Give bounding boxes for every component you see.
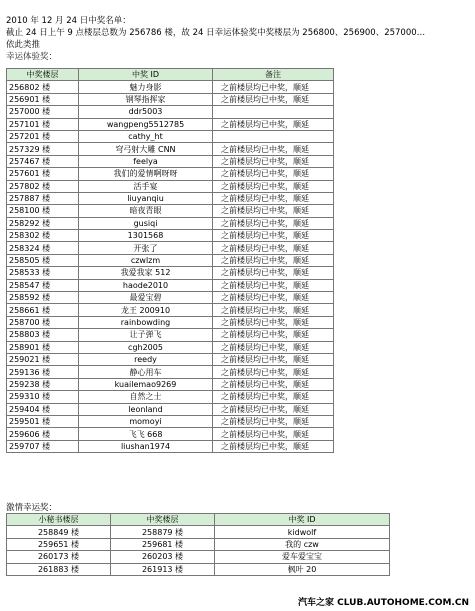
cell-winning-floor: 260203 楼 — [111, 551, 215, 563]
cell-floor: 259310 楼 — [7, 391, 79, 403]
cell-winning-floor: 259681 楼 — [111, 538, 215, 550]
cell-secretary-floor: 261883 楼 — [7, 563, 111, 575]
cell-floor: 259021 楼 — [7, 353, 79, 365]
table-row — [7, 353, 334, 365]
table-row — [7, 304, 334, 316]
cell-floor: 258324 楼 — [7, 242, 79, 254]
cell-floor: 259707 楼 — [7, 440, 79, 452]
table-row — [7, 106, 334, 118]
section-title-lucky-experience: 幸运体验奖： — [6, 52, 58, 62]
cell-floor: 258533 楼 — [7, 267, 79, 279]
cell-remark: 之前楼层均已中奖，顺延 — [213, 366, 334, 378]
table-row — [7, 180, 334, 192]
cell-winner-id: haode2010 — [79, 279, 213, 291]
cell-winner-id: leonland — [79, 403, 213, 415]
table-row — [7, 329, 334, 341]
cell-floor: 258302 楼 — [7, 230, 79, 242]
cell-winner-id: liushan1974 — [79, 440, 213, 452]
table-row — [7, 526, 390, 538]
cell-floor: 258505 楼 — [7, 254, 79, 266]
cell-remark: 之前楼层均已中奖，顺延 — [213, 242, 334, 254]
table-row — [7, 440, 334, 452]
cell-winner-id: ddr5003 — [79, 106, 213, 118]
cell-winner-id: 开张了 — [79, 242, 213, 254]
cell-winner-id: kidwolf — [215, 526, 390, 538]
cell-floor: 259404 楼 — [7, 403, 79, 415]
table-row — [7, 415, 334, 427]
table-row — [7, 130, 334, 142]
cell-remark: 之前楼层均已中奖，顺延 — [213, 168, 334, 180]
table-row — [7, 81, 334, 93]
cell-remark: 之前楼层均已中奖，顺延 — [213, 415, 334, 427]
cell-floor: 258700 楼 — [7, 316, 79, 328]
cell-floor: 257467 楼 — [7, 155, 79, 167]
table-row — [7, 168, 334, 180]
header-remark: 备注 — [213, 69, 334, 81]
table-row — [7, 316, 334, 328]
cell-winner-id: reedy — [79, 353, 213, 365]
cell-winner-id: 我们的爱情啊呀呀 — [79, 168, 213, 180]
cell-winner-id: kuailemao9269 — [79, 378, 213, 390]
cell-winner-id: 最爱宝碧 — [79, 292, 213, 304]
cell-remark: 之前楼层均已中奖，顺延 — [213, 341, 334, 353]
table-row — [7, 428, 334, 440]
cell-remark: 之前楼层均已中奖，顺延 — [213, 230, 334, 242]
announcement-date-line: 2010 年 12 月 24 日中奖名单： — [6, 16, 131, 26]
table-header-row — [7, 69, 334, 81]
cell-winner-id: 1301568 — [79, 230, 213, 242]
cell-winner-id: 静心用车 — [79, 366, 213, 378]
table-row — [7, 538, 390, 550]
cell-winner-id: feelya — [79, 155, 213, 167]
header-floor: 中奖楼层 — [7, 69, 79, 81]
cell-remark: 之前楼层均已中奖，顺延 — [213, 118, 334, 130]
cell-secretary-floor: 258849 楼 — [7, 526, 111, 538]
cell-winner-id: 龙王 200910 — [79, 304, 213, 316]
cell-remark — [213, 130, 334, 142]
table-row — [7, 205, 334, 217]
cell-remark — [213, 106, 334, 118]
cell-winner-id: gusiqi — [79, 217, 213, 229]
table-row — [7, 118, 334, 130]
cell-remark: 之前楼层均已中奖，顺延 — [213, 316, 334, 328]
cell-winner-id: 魅力身影 — [79, 81, 213, 93]
cell-remark: 之前楼层均已中奖，顺延 — [213, 329, 334, 341]
table-row — [7, 230, 334, 242]
table-row — [7, 192, 334, 204]
table-row — [7, 341, 334, 353]
cell-remark: 之前楼层均已中奖，顺延 — [213, 192, 334, 204]
table-row — [7, 143, 334, 155]
cell-floor: 258592 楼 — [7, 292, 79, 304]
header-winner-id: 中奖 ID — [79, 69, 213, 81]
cell-floor: 259136 楼 — [7, 366, 79, 378]
cell-remark: 之前楼层均已中奖，顺延 — [213, 292, 334, 304]
table-row — [7, 93, 334, 105]
cell-floor: 258292 楼 — [7, 217, 79, 229]
table-row — [7, 155, 334, 167]
table-row — [7, 378, 334, 390]
cell-winner-id: 自然之士 — [79, 391, 213, 403]
cell-remark: 之前楼层均已中奖，顺延 — [213, 440, 334, 452]
table-row — [7, 242, 334, 254]
announcement-rule-line: 截止 24 日上午 9 点楼层总数为 256786 楼，故 24 日幸运体验奖中奖楼层为 256800、256900、257000… — [6, 28, 426, 38]
cell-winner-id: cgh2005 — [79, 341, 213, 353]
cell-winner-id: wangpeng5512785 — [79, 118, 213, 130]
cell-floor: 257887 楼 — [7, 192, 79, 204]
header-winning-floor: 中奖楼层 — [111, 514, 215, 526]
cell-winner-id: momoyi — [79, 415, 213, 427]
table-header-row — [7, 514, 390, 526]
cell-remark: 之前楼层均已中奖，顺延 — [213, 391, 334, 403]
cell-winner-id: cathy_ht — [79, 130, 213, 142]
section-title-passion-lucky: 激情幸运奖： — [6, 503, 58, 513]
cell-floor: 257000 楼 — [7, 106, 79, 118]
cell-winning-floor: 258879 楼 — [111, 526, 215, 538]
header-winner-id: 中奖 ID — [215, 514, 390, 526]
table-row — [7, 254, 334, 266]
cell-floor: 258901 楼 — [7, 341, 79, 353]
cell-secretary-floor: 260173 楼 — [7, 551, 111, 563]
header-secretary-floor: 小秘书楼层 — [7, 514, 111, 526]
cell-winner-id: 暗夜青眼 — [79, 205, 213, 217]
cell-remark: 之前楼层均已中奖，顺延 — [213, 378, 334, 390]
cell-floor: 258661 楼 — [7, 304, 79, 316]
cell-remark: 之前楼层均已中奖，顺延 — [213, 205, 334, 217]
cell-floor: 257802 楼 — [7, 180, 79, 192]
cell-remark: 之前楼层均已中奖，顺延 — [213, 180, 334, 192]
table-row — [7, 391, 334, 403]
cell-remark: 之前楼层均已中奖，顺延 — [213, 353, 334, 365]
table-row — [7, 217, 334, 229]
cell-winner-id: 爱车爱宝宝 — [215, 551, 390, 563]
table-row — [7, 279, 334, 291]
cell-winner-id: 钢琴指挥家 — [79, 93, 213, 105]
table-row — [7, 267, 334, 279]
cell-winner-id: rainbowding — [79, 316, 213, 328]
table-row — [7, 563, 390, 575]
cell-floor: 259501 楼 — [7, 415, 79, 427]
cell-winner-id: 我的 czw — [215, 538, 390, 550]
cell-remark: 之前楼层均已中奖，顺延 — [213, 403, 334, 415]
cell-floor: 258100 楼 — [7, 205, 79, 217]
cell-floor: 256802 楼 — [7, 81, 79, 93]
cell-remark: 之前楼层均已中奖，顺延 — [213, 279, 334, 291]
lucky-experience-winners-table — [6, 68, 334, 453]
cell-floor: 259606 楼 — [7, 428, 79, 440]
cell-winning-floor: 261913 楼 — [111, 563, 215, 575]
cell-floor: 256901 楼 — [7, 93, 79, 105]
cell-remark: 之前楼层均已中奖，顺延 — [213, 428, 334, 440]
cell-floor: 258547 楼 — [7, 279, 79, 291]
cell-winner-id: 飞飞 668 — [79, 428, 213, 440]
cell-remark: 之前楼层均已中奖，顺延 — [213, 93, 334, 105]
watermark-footer: 汽车之家 CLUB.AUTOHOME.COM.CN — [297, 598, 469, 608]
announcement-continue-line: 依此类推 — [6, 40, 41, 50]
cell-secretary-floor: 259651 楼 — [7, 538, 111, 550]
cell-floor: 259238 楼 — [7, 378, 79, 390]
table-row — [7, 292, 334, 304]
intro-text — [6, 15, 425, 63]
cell-winner-id: 活手宴 — [79, 180, 213, 192]
cell-winner-id: 让子弹飞 — [79, 329, 213, 341]
table-row — [7, 366, 334, 378]
cell-remark: 之前楼层均已中奖，顺延 — [213, 217, 334, 229]
cell-winner-id: 我爱我家 512 — [79, 267, 213, 279]
cell-floor: 257601 楼 — [7, 168, 79, 180]
cell-floor: 257201 楼 — [7, 130, 79, 142]
table-row — [7, 403, 334, 415]
cell-remark: 之前楼层均已中奖，顺延 — [213, 304, 334, 316]
cell-winner-id: 枫叶 20 — [215, 563, 390, 575]
cell-remark: 之前楼层均已中奖，顺延 — [213, 81, 334, 93]
cell-floor: 258803 楼 — [7, 329, 79, 341]
passion-lucky-winners-table — [6, 513, 390, 576]
cell-floor: 257329 楼 — [7, 143, 79, 155]
cell-winner-id: liuyanqiu — [79, 192, 213, 204]
cell-winner-id: 穹弓射大雕 CNN — [79, 143, 213, 155]
cell-floor: 257101 楼 — [7, 118, 79, 130]
cell-remark: 之前楼层均已中奖，顺延 — [213, 254, 334, 266]
cell-remark: 之前楼层均已中奖，顺延 — [213, 143, 334, 155]
cell-remark: 之前楼层均已中奖，顺延 — [213, 155, 334, 167]
cell-winner-id: czwlzm — [79, 254, 213, 266]
table-row — [7, 551, 390, 563]
cell-remark: 之前楼层均已中奖，顺延 — [213, 267, 334, 279]
